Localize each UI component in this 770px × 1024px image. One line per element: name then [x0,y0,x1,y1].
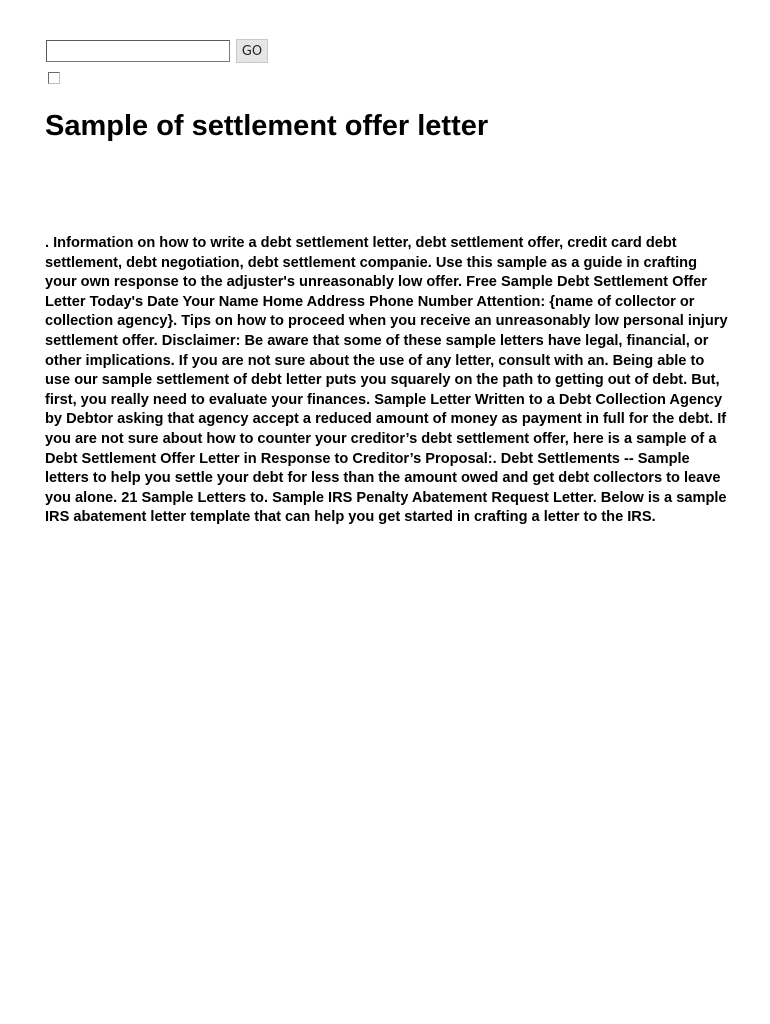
search-form [46,38,268,64]
go-button[interactable]: GO [236,39,268,63]
search-input[interactable] [46,40,230,62]
body-paragraph: . Information on how to write a debt settlement letter, debt settlement offer, credit card debt settlement, debt negotiation, debt settlement companie. Use this sample as a guide in crafting your own response to the adjuster's unreasonably low offer. Free Sample Debt Settlement Offer Letter Today's Date Your Name Home Address Phone Number Attention: {name of collector or collection agency}. Tips on how to proceed when you receive an unreasonably low personal injury settlement offer. Disclaimer: Be aware that some of these sample letters have legal, financial, or other implications. If you are not sure about the use of any letter, consult with an. Being able to use our sample settlement of debt letter puts you squarely on the path to getting out of debt. But, first, you really need to evaluate your finances. Sample Letter Written to a Debt Collection Agency by Debtor asking that agency accept a reduced amount of money as payment in full for the debt. If you are not sure about how to counter your creditor’s debt settlement offer, here is a sample of a Debt Settlement Offer Letter in Response to Creditor’s Proposal:. Debt Settlements -- Sample letters to help you settle your debt for less than the amount owed and get debt collectors to leave you alone. 21 Sample Letters to. Sample IRS Penalty Abatement Request Letter. Below is a sample IRS abatement letter template that can help you get started in crafting a letter to the IRS. [45,235,728,526]
checkbox[interactable] [48,72,60,84]
page-title: Sample of settlement offer letter [45,110,489,142]
